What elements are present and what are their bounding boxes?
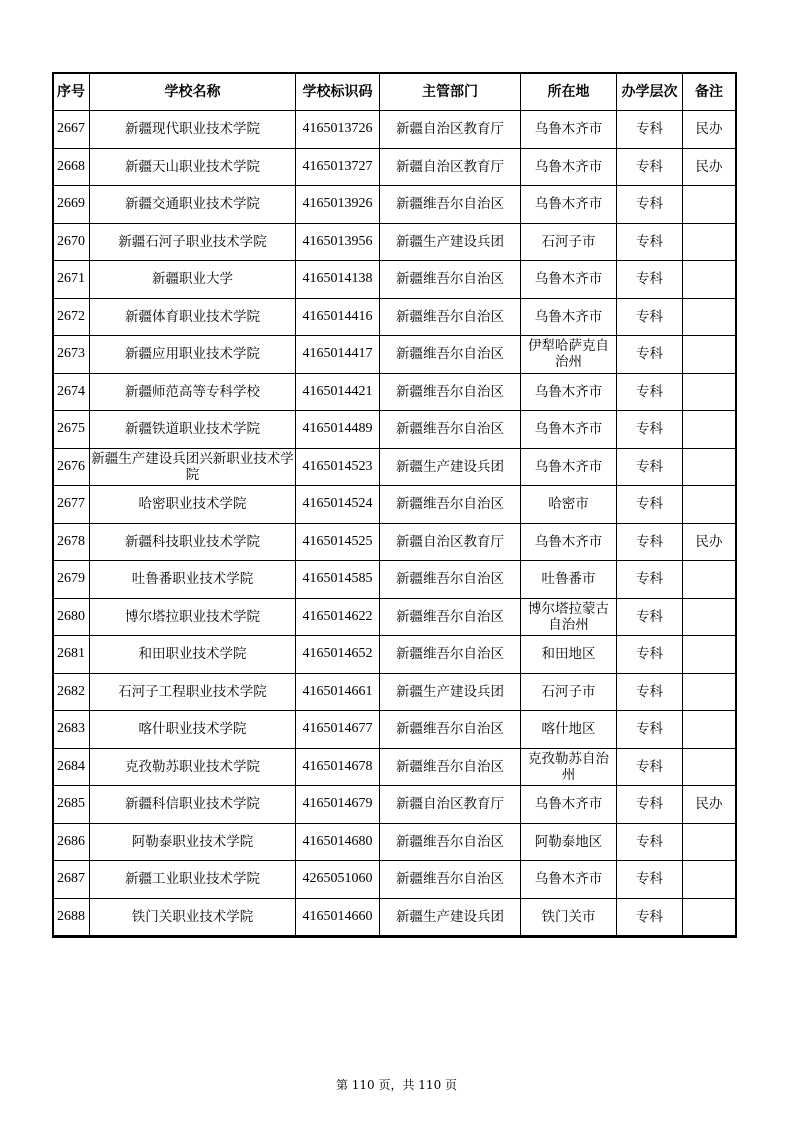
cell-location: 哈密市 xyxy=(521,486,617,524)
table-row xyxy=(53,148,736,186)
cell-department: 新疆维吾尔自治区 xyxy=(380,561,521,599)
cell-department: 新疆维吾尔自治区 xyxy=(380,748,521,786)
cell-note xyxy=(683,336,736,374)
cell-department: 新疆自治区教育厅 xyxy=(380,111,521,149)
cell-note: 民办 xyxy=(683,523,736,561)
table-body xyxy=(53,111,736,936)
cell-school-code: 4165014525 xyxy=(296,523,380,561)
cell-level: 专科 xyxy=(617,823,683,861)
cell-school-code: 4165014417 xyxy=(296,336,380,374)
cell-department: 新疆维吾尔自治区 xyxy=(380,186,521,224)
cell-school-name: 吐鲁番职业技术学院 xyxy=(90,561,296,599)
cell-department: 新疆自治区教育厅 xyxy=(380,148,521,186)
cell-level: 专科 xyxy=(617,748,683,786)
cell-serial: 2683 xyxy=(53,711,90,749)
cell-school-name: 阿勒泰职业技术学院 xyxy=(90,823,296,861)
cell-level: 专科 xyxy=(617,298,683,336)
cell-serial: 2669 xyxy=(53,186,90,224)
cell-department: 新疆维吾尔自治区 xyxy=(380,823,521,861)
cell-school-name: 新疆天山职业技术学院 xyxy=(90,148,296,186)
cell-level: 专科 xyxy=(617,523,683,561)
cell-serial: 2678 xyxy=(53,523,90,561)
cell-department: 新疆自治区教育厅 xyxy=(380,786,521,824)
cell-school-name: 新疆工业职业技术学院 xyxy=(90,861,296,899)
cell-location: 克孜勒苏自治州 xyxy=(521,748,617,786)
cell-department: 新疆生产建设兵团 xyxy=(380,898,521,936)
cell-school-name: 铁门关职业技术学院 xyxy=(90,898,296,936)
cell-note xyxy=(683,186,736,224)
cell-serial: 2675 xyxy=(53,411,90,449)
cell-school-code: 4165014138 xyxy=(296,261,380,299)
school-list-table xyxy=(52,72,736,936)
table-row xyxy=(53,336,736,374)
cell-level: 专科 xyxy=(617,861,683,899)
cell-note xyxy=(683,561,736,599)
cell-note xyxy=(683,823,736,861)
cell-department: 新疆自治区教育厅 xyxy=(380,523,521,561)
cell-serial: 2679 xyxy=(53,561,90,599)
cell-location: 乌鲁木齐市 xyxy=(521,448,617,486)
cell-location: 乌鲁木齐市 xyxy=(521,861,617,899)
cell-serial: 2676 xyxy=(53,448,90,486)
cell-location: 伊犁哈萨克自治州 xyxy=(521,336,617,374)
cell-location: 阿勒泰地区 xyxy=(521,823,617,861)
cell-location: 石河子市 xyxy=(521,673,617,711)
cell-serial: 2685 xyxy=(53,786,90,824)
table-row xyxy=(53,598,736,636)
cell-school-name: 和田职业技术学院 xyxy=(90,636,296,674)
cell-location: 吐鲁番市 xyxy=(521,561,617,599)
cell-school-code: 4165014680 xyxy=(296,823,380,861)
cell-serial: 2687 xyxy=(53,861,90,899)
cell-school-name: 博尔塔拉职业技术学院 xyxy=(90,598,296,636)
cell-department: 新疆生产建设兵团 xyxy=(380,223,521,261)
cell-department: 新疆维吾尔自治区 xyxy=(380,261,521,299)
table-row xyxy=(53,673,736,711)
table-row xyxy=(53,711,736,749)
cell-department: 新疆维吾尔自治区 xyxy=(380,636,521,674)
cell-department: 新疆维吾尔自治区 xyxy=(380,411,521,449)
table-row xyxy=(53,223,736,261)
cell-serial: 2684 xyxy=(53,748,90,786)
cell-level: 专科 xyxy=(617,711,683,749)
header-note: 备注 xyxy=(683,73,736,111)
cell-school-name: 克孜勒苏职业技术学院 xyxy=(90,748,296,786)
table-row xyxy=(53,411,736,449)
cell-note xyxy=(683,448,736,486)
cell-serial: 2688 xyxy=(53,898,90,936)
cell-location: 博尔塔拉蒙古自治州 xyxy=(521,598,617,636)
cell-location: 喀什地区 xyxy=(521,711,617,749)
cell-note: 民办 xyxy=(683,786,736,824)
cell-school-code: 4165014677 xyxy=(296,711,380,749)
cell-department: 新疆维吾尔自治区 xyxy=(380,598,521,636)
header-department: 主管部门 xyxy=(380,73,521,111)
cell-location: 石河子市 xyxy=(521,223,617,261)
cell-department: 新疆生产建设兵团 xyxy=(380,448,521,486)
cell-school-name: 新疆职业大学 xyxy=(90,261,296,299)
cell-level: 专科 xyxy=(617,186,683,224)
cell-location: 乌鲁木齐市 xyxy=(521,373,617,411)
cell-level: 专科 xyxy=(617,448,683,486)
cell-school-name: 新疆师范高等专科学校 xyxy=(90,373,296,411)
cell-school-name: 哈密职业技术学院 xyxy=(90,486,296,524)
cell-department: 新疆生产建设兵团 xyxy=(380,673,521,711)
header-location: 所在地 xyxy=(521,73,617,111)
cell-serial: 2670 xyxy=(53,223,90,261)
cell-level: 专科 xyxy=(617,373,683,411)
cell-level: 专科 xyxy=(617,786,683,824)
header-level: 办学层次 xyxy=(617,73,683,111)
cell-department: 新疆维吾尔自治区 xyxy=(380,486,521,524)
table-row xyxy=(53,261,736,299)
cell-serial: 2667 xyxy=(53,111,90,149)
cell-school-code: 4165014660 xyxy=(296,898,380,936)
cell-school-code: 4165013727 xyxy=(296,148,380,186)
cell-level: 专科 xyxy=(617,673,683,711)
table-row xyxy=(53,448,736,486)
cell-serial: 2680 xyxy=(53,598,90,636)
cell-level: 专科 xyxy=(617,486,683,524)
cell-location: 和田地区 xyxy=(521,636,617,674)
cell-note xyxy=(683,223,736,261)
cell-school-name: 新疆应用职业技术学院 xyxy=(90,336,296,374)
cell-serial: 2673 xyxy=(53,336,90,374)
cell-serial: 2668 xyxy=(53,148,90,186)
table-row xyxy=(53,748,736,786)
cell-school-code: 4165014652 xyxy=(296,636,380,674)
cell-note xyxy=(683,711,736,749)
cell-note xyxy=(683,261,736,299)
cell-note xyxy=(683,748,736,786)
cell-department: 新疆维吾尔自治区 xyxy=(380,711,521,749)
cell-serial: 2674 xyxy=(53,373,90,411)
cell-location: 乌鲁木齐市 xyxy=(521,411,617,449)
table-row xyxy=(53,786,736,824)
cell-level: 专科 xyxy=(617,898,683,936)
cell-school-name: 新疆石河子职业技术学院 xyxy=(90,223,296,261)
cell-note xyxy=(683,598,736,636)
cell-note: 民办 xyxy=(683,111,736,149)
cell-serial: 2672 xyxy=(53,298,90,336)
cell-level: 专科 xyxy=(617,336,683,374)
header-school-name: 学校名称 xyxy=(90,73,296,111)
cell-school-code: 4165014679 xyxy=(296,786,380,824)
table-row xyxy=(53,861,736,899)
cell-note xyxy=(683,636,736,674)
cell-department: 新疆维吾尔自治区 xyxy=(380,298,521,336)
cell-serial: 2681 xyxy=(53,636,90,674)
cell-note xyxy=(683,411,736,449)
cell-level: 专科 xyxy=(617,148,683,186)
cell-serial: 2686 xyxy=(53,823,90,861)
header-school-code: 学校标识码 xyxy=(296,73,380,111)
cell-department: 新疆维吾尔自治区 xyxy=(380,373,521,411)
cell-location: 乌鲁木齐市 xyxy=(521,786,617,824)
cell-serial: 2671 xyxy=(53,261,90,299)
cell-school-name: 新疆体育职业技术学院 xyxy=(90,298,296,336)
table-header-row xyxy=(53,73,736,111)
table-row xyxy=(53,823,736,861)
table-row xyxy=(53,373,736,411)
cell-note xyxy=(683,861,736,899)
cell-school-code: 4165014523 xyxy=(296,448,380,486)
cell-note xyxy=(683,298,736,336)
cell-school-code: 4165014524 xyxy=(296,486,380,524)
cell-level: 专科 xyxy=(617,598,683,636)
cell-school-code: 4165014416 xyxy=(296,298,380,336)
cell-school-name: 新疆现代职业技术学院 xyxy=(90,111,296,149)
table-row xyxy=(53,186,736,224)
cell-level: 专科 xyxy=(617,561,683,599)
cell-location: 乌鲁木齐市 xyxy=(521,111,617,149)
cell-school-name: 新疆科信职业技术学院 xyxy=(90,786,296,824)
cell-school-name: 石河子工程职业技术学院 xyxy=(90,673,296,711)
cell-note: 民办 xyxy=(683,148,736,186)
cell-school-code: 4165014421 xyxy=(296,373,380,411)
cell-school-name: 喀什职业技术学院 xyxy=(90,711,296,749)
table-row xyxy=(53,636,736,674)
cell-location: 乌鲁木齐市 xyxy=(521,148,617,186)
page-footer: 第 110 页，共 110 页 xyxy=(335,1078,458,1092)
cell-school-code: 4165014489 xyxy=(296,411,380,449)
cell-level: 专科 xyxy=(617,636,683,674)
cell-level: 专科 xyxy=(617,411,683,449)
table-row xyxy=(53,486,736,524)
cell-school-code: 4165014678 xyxy=(296,748,380,786)
cell-location: 铁门关市 xyxy=(521,898,617,936)
cell-level: 专科 xyxy=(617,111,683,149)
table-row xyxy=(53,523,736,561)
cell-location: 乌鲁木齐市 xyxy=(521,261,617,299)
cell-location: 乌鲁木齐市 xyxy=(521,298,617,336)
cell-school-name: 新疆铁道职业技术学院 xyxy=(90,411,296,449)
cell-school-name: 新疆交通职业技术学院 xyxy=(90,186,296,224)
cell-note xyxy=(683,373,736,411)
cell-note xyxy=(683,486,736,524)
cell-school-code: 4165013956 xyxy=(296,223,380,261)
table-row xyxy=(53,298,736,336)
table-row xyxy=(53,111,736,149)
cell-location: 乌鲁木齐市 xyxy=(521,186,617,224)
cell-note xyxy=(683,673,736,711)
cell-department: 新疆维吾尔自治区 xyxy=(380,861,521,899)
cell-school-name: 新疆科技职业技术学院 xyxy=(90,523,296,561)
cell-serial: 2677 xyxy=(53,486,90,524)
cell-school-code: 4265051060 xyxy=(296,861,380,899)
cell-school-code: 4165013726 xyxy=(296,111,380,149)
cell-serial: 2682 xyxy=(53,673,90,711)
cell-location: 乌鲁木齐市 xyxy=(521,523,617,561)
cell-school-code: 4165014622 xyxy=(296,598,380,636)
cell-department: 新疆维吾尔自治区 xyxy=(380,336,521,374)
cell-school-code: 4165014585 xyxy=(296,561,380,599)
header-serial: 序号 xyxy=(53,73,90,111)
table-row xyxy=(53,898,736,936)
cell-level: 专科 xyxy=(617,261,683,299)
cell-school-name: 新疆生产建设兵团兴新职业技术学院 xyxy=(90,448,296,486)
table-row xyxy=(53,561,736,599)
cell-note xyxy=(683,898,736,936)
cell-school-code: 4165013926 xyxy=(296,186,380,224)
cell-level: 专科 xyxy=(617,223,683,261)
cell-school-code: 4165014661 xyxy=(296,673,380,711)
